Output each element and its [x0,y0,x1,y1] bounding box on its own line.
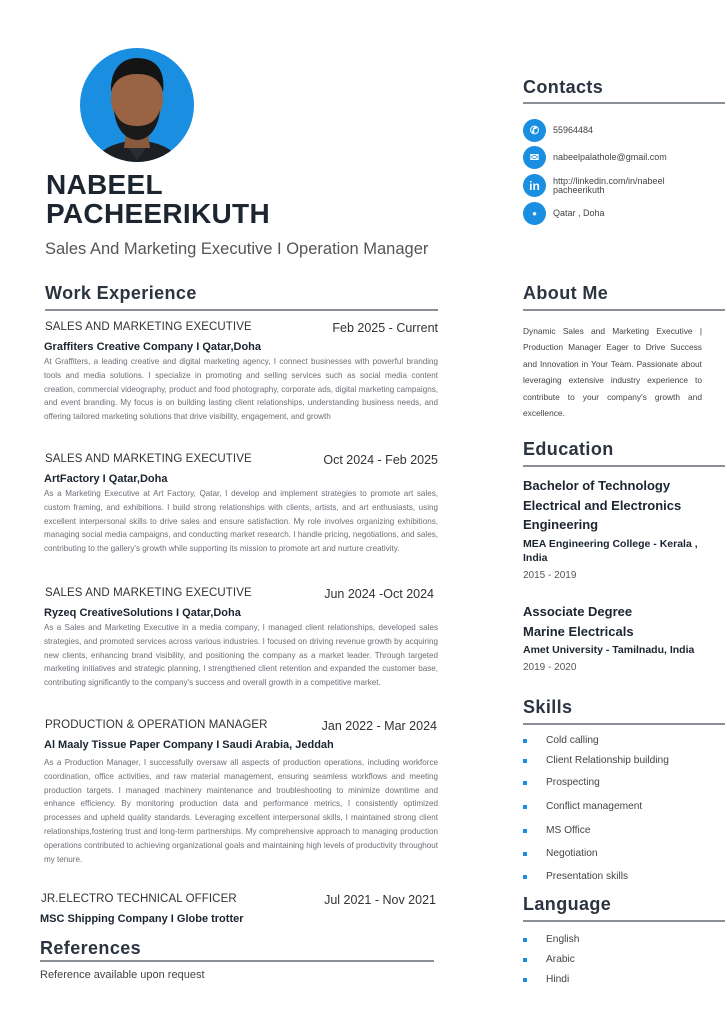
name-first: NABEEL [46,169,163,200]
contact-phone[interactable] [523,119,593,142]
about-text: Dynamic Sales and Marketing Executive | Production Manager Eager to Drive Success and Innovation in Your Team. Passionate about leveraging extensive industry experience to contribute to your company's growth and excellence. [523,326,702,419]
job-company: Graffiters Creative Company I Qatar,Doha [44,341,262,353]
contacts-heading: Contacts [523,77,604,97]
name-last: PACHEERIKUTH [46,198,270,229]
skill-item: Presentation skills [523,871,669,882]
about-heading: About Me [523,283,609,303]
degree-title: Associate Degree Marine Electricals [523,604,634,639]
school-name: Amet University - Tamilnadu, India [523,644,695,656]
education-heading: Education [523,439,614,459]
job-date: Jan 2022 - Mar 2024 [321,719,437,733]
job-description: At Graffiters, a leading creative and digital marketing agency, I connect businesses with powerful branding tools and media solutions. I specialize in promoting and selling services such as social media content creation, commercial videography, product and food photography, corporate ads, digital marketing campaigns, and event branding. My focus is on building lasting client relationships, understanding business needs, and offering tailored marketing solutions that drive visibility, engagement, and growth [44,357,438,422]
skill-item: Cold calling [523,735,669,746]
job-title: JR.ELECTRO TECHNICAL OFFICER [41,893,237,905]
skills-divider [523,723,725,725]
language-heading: Language [523,894,612,914]
degree-title: Bachelor of Technology Electrical and Electronics Engineering [523,478,682,532]
linkedin-icon: in [523,174,546,197]
job-title: SALES AND MARKETING EXECUTIVE [45,321,252,333]
job-description: As a Sales and Marketing Executive in a media company, I managed client relationships, developed sales strategies, and promoted services across various industries. I focused on driving revenue growth by acquiring new clients, enhancing brand visibility, and positioning the company as a market leader. Through targeted marketing initiatives and strategic planning, I strengthened client retention and expanded the customer base, contributing significantly to the company's success and overall growth in a competitive market. [44,623,438,688]
email-address: nabeelpalathole@gmail.com [553,152,667,162]
linkedin-url: http://linkedin.com/in/nabeel pacheerikuth [553,175,665,195]
education-years: 2015 - 2019 [523,569,577,581]
email-icon: ✉ [523,146,546,169]
contact-email[interactable] [523,146,667,169]
job-date: Oct 2024 - Feb 2025 [323,453,438,467]
work-experience-heading: Work Experience [45,283,197,303]
job-entry [44,719,438,866]
skill-item: Negotiation [523,848,669,859]
about-divider [523,309,725,311]
education-divider [523,465,725,467]
job-description: As a Production Manager, I successfully oversaw all aspects of production operations, including workforce coordination, office activities, and raw material management, ensuring seamless workflows and meeting production targets. I managed machinery maintenance and troubleshooting to minimize downtime and enhance efficiency. By monitoring production data and performance metrics, I consistently optimized processes and upheld quality standards. Leveraging excellent interpersonal skills, I maintained strong client relationships,fostering trust and long-term partnerships. My comprehensive approach to managing production operations contributed to achieving organizational goals and maintaining high levels of productivity throughout my tenure. [44,758,438,864]
job-entry [40,893,436,926]
education-years: 2019 - 2020 [523,661,577,673]
job-company: ArtFactory I Qatar,Doha [44,473,168,485]
skills-list [523,735,669,882]
skills-heading: Skills [523,697,573,717]
job-date: Jul 2021 - Nov 2021 [324,893,436,907]
job-title: SALES AND MARKETING EXECUTIVE [45,587,252,599]
language-item: English [523,934,579,945]
job-company: MSC Shipping Company I Globe trotter [40,913,244,925]
contact-location [523,202,605,225]
language-item: Arabic [523,954,579,965]
contact-linkedin[interactable] [523,174,698,197]
job-description: As a Marketing Executive at Art Factory, Qatar, I develop and implement strategies to promote art sales, custom framing, and exhibitions. I build strong relationships with clients, artists, and art enthusiasts, using excellent interpersonal skills to drive sales and ensure satisfaction. My role involves organizing exhibitions, managing social media campaigns, and conducting market research. I handle pricing, negotiations, and sales, contributing to the gallery's growth while supporting its mission to promote art and nurture creativity. [44,489,438,554]
references-divider [40,960,434,962]
skill-item: Conflict management [523,801,669,812]
references-heading: References [40,938,142,958]
work-experience-divider [45,309,438,311]
job-date: Jun 2024 -Oct 2024 [324,587,434,601]
language-item: Hindi [523,974,579,985]
person-silhouette-icon [80,48,194,162]
job-date: Feb 2025 - Current [332,321,438,335]
skill-item: Client Relationship building [523,755,669,766]
job-company: Ryzeq CreativeSolutions I Qatar,Doha [44,607,241,619]
contacts-divider [523,102,725,104]
location-text: Qatar , Doha [553,208,605,218]
skill-item: Prospecting [523,777,669,788]
phone-icon: ✆ [523,119,546,142]
phone-number: 55964484 [553,125,594,135]
education-entry [523,476,723,581]
language-list [523,934,579,985]
education-entry [523,602,723,673]
job-entry [44,453,438,556]
skill-item: MS Office [523,825,669,836]
location-icon: ● [523,202,546,225]
job-entry [44,321,438,424]
candidate-name [46,170,270,228]
profile-photo [80,36,194,164]
job-title: PRODUCTION & OPERATION MANAGER [45,719,268,731]
school-name: MEA Engineering College - Kerala , India [523,537,698,564]
job-company: Al Maaly Tissue Paper Company I Saudi Arabia, Jeddah [44,739,334,751]
references-text: Reference available upon request [40,969,205,981]
job-title: SALES AND MARKETING EXECUTIVE [45,453,252,465]
job-entry [44,587,438,690]
job-role-subtitle: Sales And Marketing Executive I Operation Manager [45,240,429,258]
avatar [80,48,194,162]
language-divider [523,920,725,922]
